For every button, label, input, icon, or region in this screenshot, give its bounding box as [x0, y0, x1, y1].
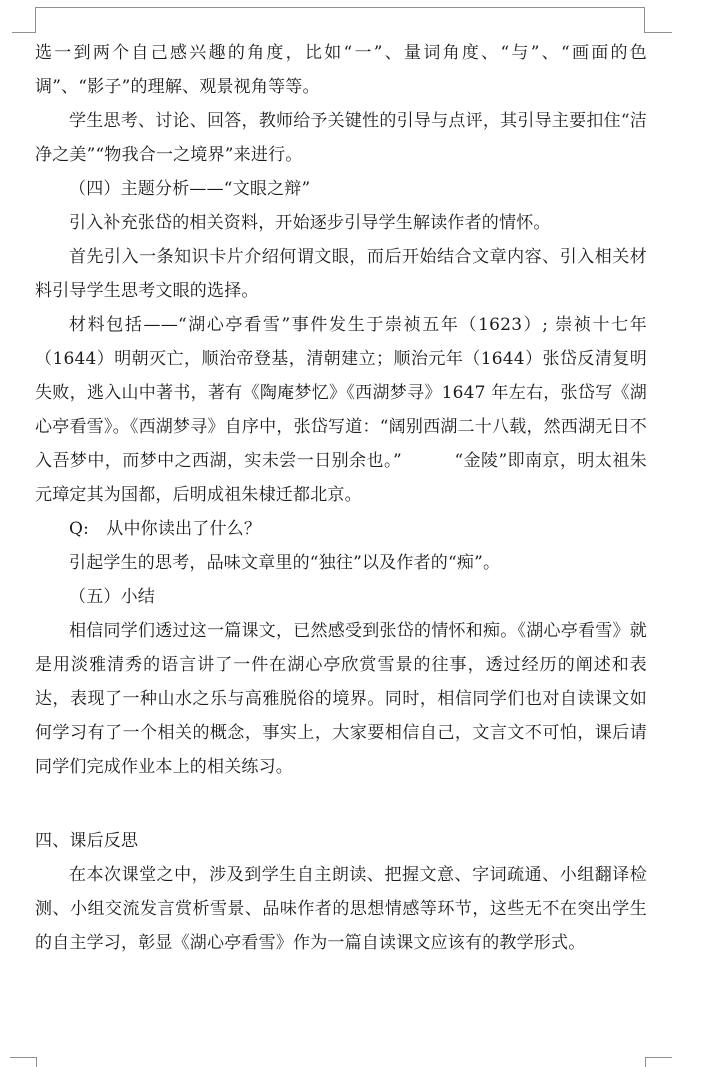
document-text-area[interactable] [35, 36, 647, 960]
paragraph-continuation-angles: 选一到两个自己感兴趣的角度，比如“一”、量词角度、“与”、“画面的色调”、“影子”的理解、观景视角等等。 [35, 43, 647, 97]
crop-mark-bottom-right-vertical [645, 1057, 646, 1067]
paragraph-summary-body: 相信同学们透过这一篇课文，已然感受到张岱的情怀和痴。《湖心亭看雪》就是用淡雅清秀的语言讲了一件在湖心亭欣赏雪景的往事，透过经历的阐述和表达，表现了一种山水之乐与高雅脱俗的境界。同时，相信同学们也对自读课文如何学习有了一个相关的概念，事实上，大家要相信自己，文言文不可怕，课后请同学们完成作业本上的相关练习。 [35, 621, 647, 777]
paragraph-materials-history: 材料包括——“湖心亭看雪”事件发生于崇祯五年（1623）; 崇祯十七年（1644）明朝灭亡，顺治帝登基，清朝建立；顺治元年（1644）张岱反清复明失败，逃入山中著书，著有《陶庵梦忆》《西湖梦寻》1647 年左右，张岱写《湖心亭看雪》。《西湖梦寻》自序中，张岱写道：“阔别西湖二十八载，然西湖无日不入吾梦中，而梦中之西湖，实未尝一日别余也。” “金陵”即南京，明太祖朱元璋定其为国都，后明成祖朱棣迁都北京。 [35, 315, 647, 505]
crop-mark-top-left-vertical [35, 7, 36, 33]
crop-mark-bottom-right-horizontal [645, 1057, 672, 1058]
crop-mark-top-right-vertical [644, 7, 645, 33]
question-line: Q: 从中你读出了什么？ [69, 519, 262, 539]
paragraph-student-discussion: 学生思考、讨论、回答，教师给予关键性的引导与点评，其引导主要扣住“洁净之美”“物我合一之境界”来进行。 [35, 111, 647, 165]
crop-mark-bottom-left-horizontal [10, 1057, 37, 1058]
paragraph-intro-zhangdai: 引入补充张岱的相关资料，开始逐步引导学生解读作者的情怀。 [69, 213, 551, 233]
crop-mark-top-left-tick [12, 32, 36, 33]
subsection-heading-theme-analysis: （四）主题分析——“文眼之辩” [69, 179, 311, 199]
crop-mark-top-right-tick [644, 32, 672, 33]
subsection-heading-summary: （五）小结 [69, 587, 155, 607]
previous-page-bottom-boundary-line [35, 7, 645, 8]
crop-mark-bottom-left-vertical [36, 1057, 37, 1067]
section-heading-reflection: 四、课后反思 [35, 831, 139, 851]
paragraph-knowledge-card: 首先引入一条知识卡片介绍何谓文眼，而后开始结合文章内容、引入相关材料引导学生思考文眼的选择。 [35, 247, 647, 301]
paragraph-reflection-body: 在本次课堂之中，涉及到学生自主朗读、把握文意、字词疏通、小组翻译检测、小组交流发言赏析雪景、品味作者的思想情感等环节，这些无不在突出学生的自主学习，彰显《湖心亭看雪》作为一篇自读课文应该有的教学形式。 [35, 865, 647, 953]
paragraph-student-thinking: 引起学生的思考，品味文章里的“独往”以及作者的“痴”。 [69, 553, 501, 573]
